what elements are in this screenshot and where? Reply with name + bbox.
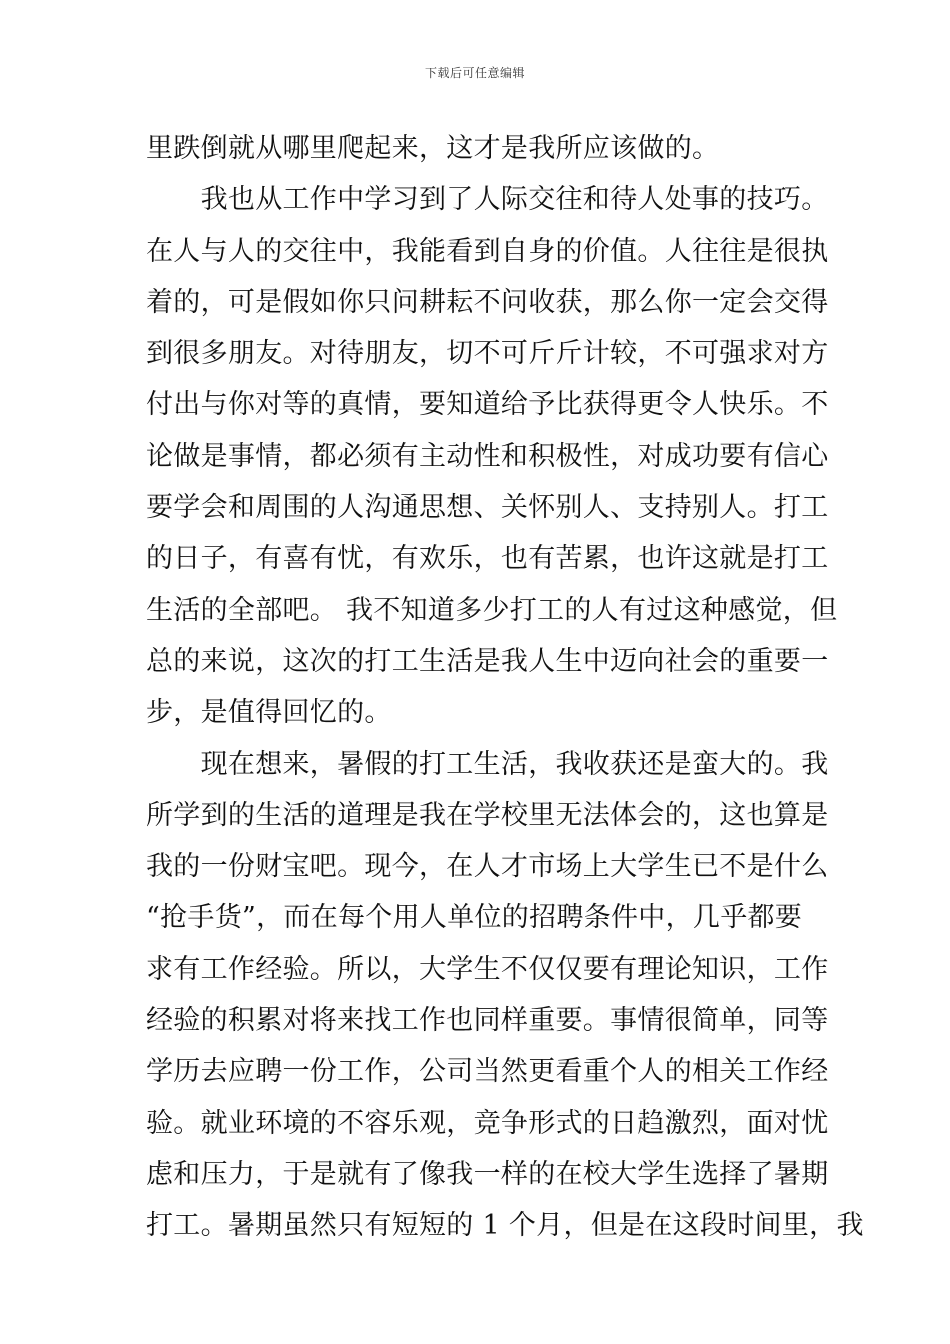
page-header: 下载后可任意编辑	[424, 66, 525, 80]
text-line: 的日子，有喜有忧，有欢乐，也有苦累，也许这就是打工	[146, 543, 829, 575]
text-line: 生活的全部吧。 我不知道多少打工的人有过这种感觉，但	[146, 594, 838, 626]
document-body	[146, 123, 864, 1252]
text-line: 论做是事情，都必须有主动性和积极性，对成功要有信心	[146, 440, 829, 472]
text-line: 要学会和周围的人沟通思想、关怀别人、支持别人。打工	[146, 492, 829, 524]
text-line: 总的来说，这次的打工生活是我人生中迈向社会的重要一	[146, 645, 829, 677]
text-line: 所学到的生活的道理是我在学校里无法体会的，这也算是	[146, 799, 829, 831]
text-line: 着的，可是假如你只问耕耘不问收获，那么你一定会交得	[146, 286, 829, 318]
text-line: 在人与人的交往中，我能看到自身的价值。人往往是很执	[146, 235, 829, 267]
text-line: 验。就业环境的不容乐观，竞争形式的日趋激烈，面对忧	[146, 1107, 829, 1139]
text-line: 现在想来，暑假的打工生活，我收获还是蛮大的。我	[146, 748, 829, 780]
text-line: 我也从工作中学习到了人际交往和待人处事的技巧。	[146, 184, 829, 216]
text-line: 到很多朋友。对待朋友，切不可斤斤计较，不可强求对方	[146, 338, 829, 370]
text-line: 求有工作经验。所以，大学生不仅仅要有理论知识，工作	[146, 953, 829, 985]
text-line: 学历去应聘一份工作，公司当然更看重个人的相关工作经	[146, 1056, 829, 1088]
text-line: 里跌倒就从哪里爬起来，这才是我所应该做的。	[146, 133, 720, 164]
text-line: “抢手货”，而在每个用人单位的招聘条件中，几乎都要	[146, 902, 803, 934]
text-line: 付出与你对等的真情，要知道给予比获得更令人快乐。不	[146, 389, 829, 421]
text-line: 虑和压力，于是就有了像我一样的在校大学生选择了暑期	[146, 1158, 829, 1190]
text-line: 打工。暑期虽然只有短短的 1 个月，但是在这段时间里，我	[146, 1210, 864, 1242]
text-line: 步，是值得回忆的。	[146, 697, 392, 729]
text-line: 经验的积累对将来找工作也同样重要。事情很简单，同等	[146, 1005, 829, 1037]
text-line: 我的一份财宝吧。现今，在人才市场上大学生已不是什么	[146, 851, 829, 883]
